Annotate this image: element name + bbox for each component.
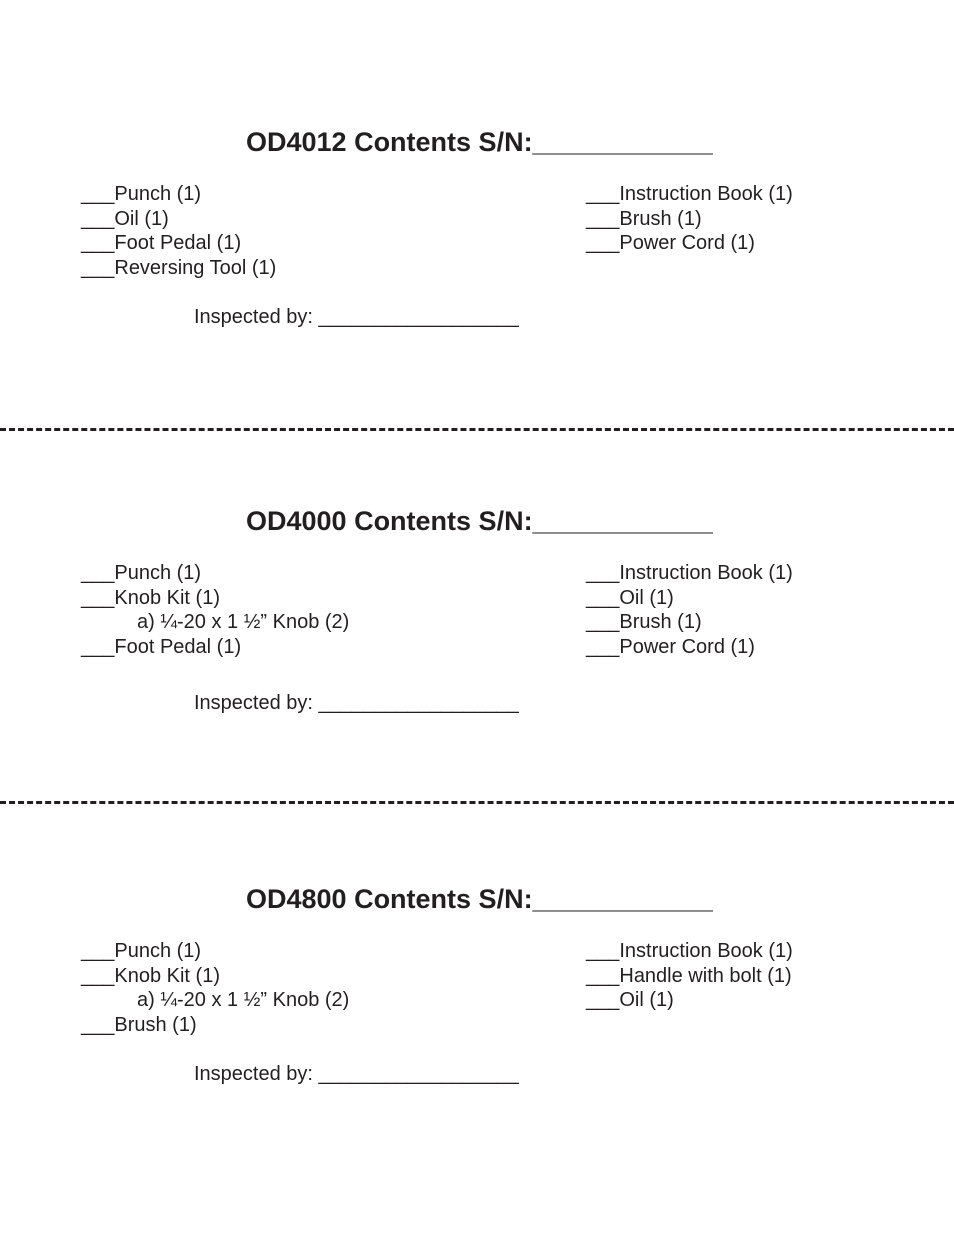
inspected-by-line: Inspected by: __________________ bbox=[194, 692, 519, 714]
section-title: OD4012 Contents S/N:____________ bbox=[246, 127, 713, 157]
checklist-item: ___Oil (1) bbox=[586, 989, 674, 1011]
contents-section-od4000 bbox=[0, 501, 954, 831]
contents-section-od4800 bbox=[0, 879, 954, 1209]
section-title: OD4800 Contents S/N:____________ bbox=[246, 884, 713, 914]
checklist-item: ___Power Cord (1) bbox=[586, 635, 755, 658]
checklist-item: ___Power Cord (1) bbox=[586, 232, 755, 254]
contents-section-od4012 bbox=[0, 122, 954, 452]
cut-line-divider bbox=[0, 801, 954, 804]
right-checklist bbox=[586, 939, 793, 1013]
checklist-item: ___Instruction Book (1) bbox=[586, 940, 793, 962]
checklist-item: ___Knob Kit (1) bbox=[81, 586, 220, 609]
checklist-item: ___Foot Pedal (1) bbox=[81, 232, 242, 254]
checklist-subitem: a) ¼-20 x 1 ½” Knob (2) bbox=[137, 989, 350, 1011]
right-checklist bbox=[586, 182, 793, 256]
checklist-subitem: a) ¼-20 x 1 ½” Knob (2) bbox=[137, 611, 350, 633]
checklist-item: ___Handle with bolt (1) bbox=[586, 964, 792, 987]
inspected-by-line: Inspected by: __________________ bbox=[194, 1063, 519, 1085]
checklist-item: ___Punch (1) bbox=[81, 562, 202, 584]
checklist-item: ___Oil (1) bbox=[586, 586, 674, 609]
checklist-item: ___Oil (1) bbox=[81, 207, 169, 230]
checklist-item: ___Brush (1) bbox=[586, 611, 702, 633]
checklist-item: ___Knob Kit (1) bbox=[81, 964, 220, 987]
section-title: OD4000 Contents S/N:____________ bbox=[246, 506, 713, 536]
cut-line-divider bbox=[0, 428, 954, 431]
checklist-item: ___Instruction Book (1) bbox=[586, 562, 793, 584]
right-checklist bbox=[586, 561, 793, 659]
checklist-item: ___Brush (1) bbox=[586, 207, 702, 230]
left-checklist bbox=[81, 561, 349, 659]
checklist-item: ___Brush (1) bbox=[81, 1013, 197, 1036]
checklist-item: ___Punch (1) bbox=[81, 940, 202, 962]
checklist-item: ___Foot Pedal (1) bbox=[81, 635, 242, 658]
left-checklist bbox=[81, 182, 276, 280]
checklist-item: ___Punch (1) bbox=[81, 183, 202, 205]
checklist-item: ___Reversing Tool (1) bbox=[81, 256, 277, 279]
checklist-item: ___Instruction Book (1) bbox=[586, 183, 793, 205]
inspected-by-line: Inspected by: __________________ bbox=[194, 306, 519, 328]
left-checklist bbox=[81, 939, 349, 1037]
